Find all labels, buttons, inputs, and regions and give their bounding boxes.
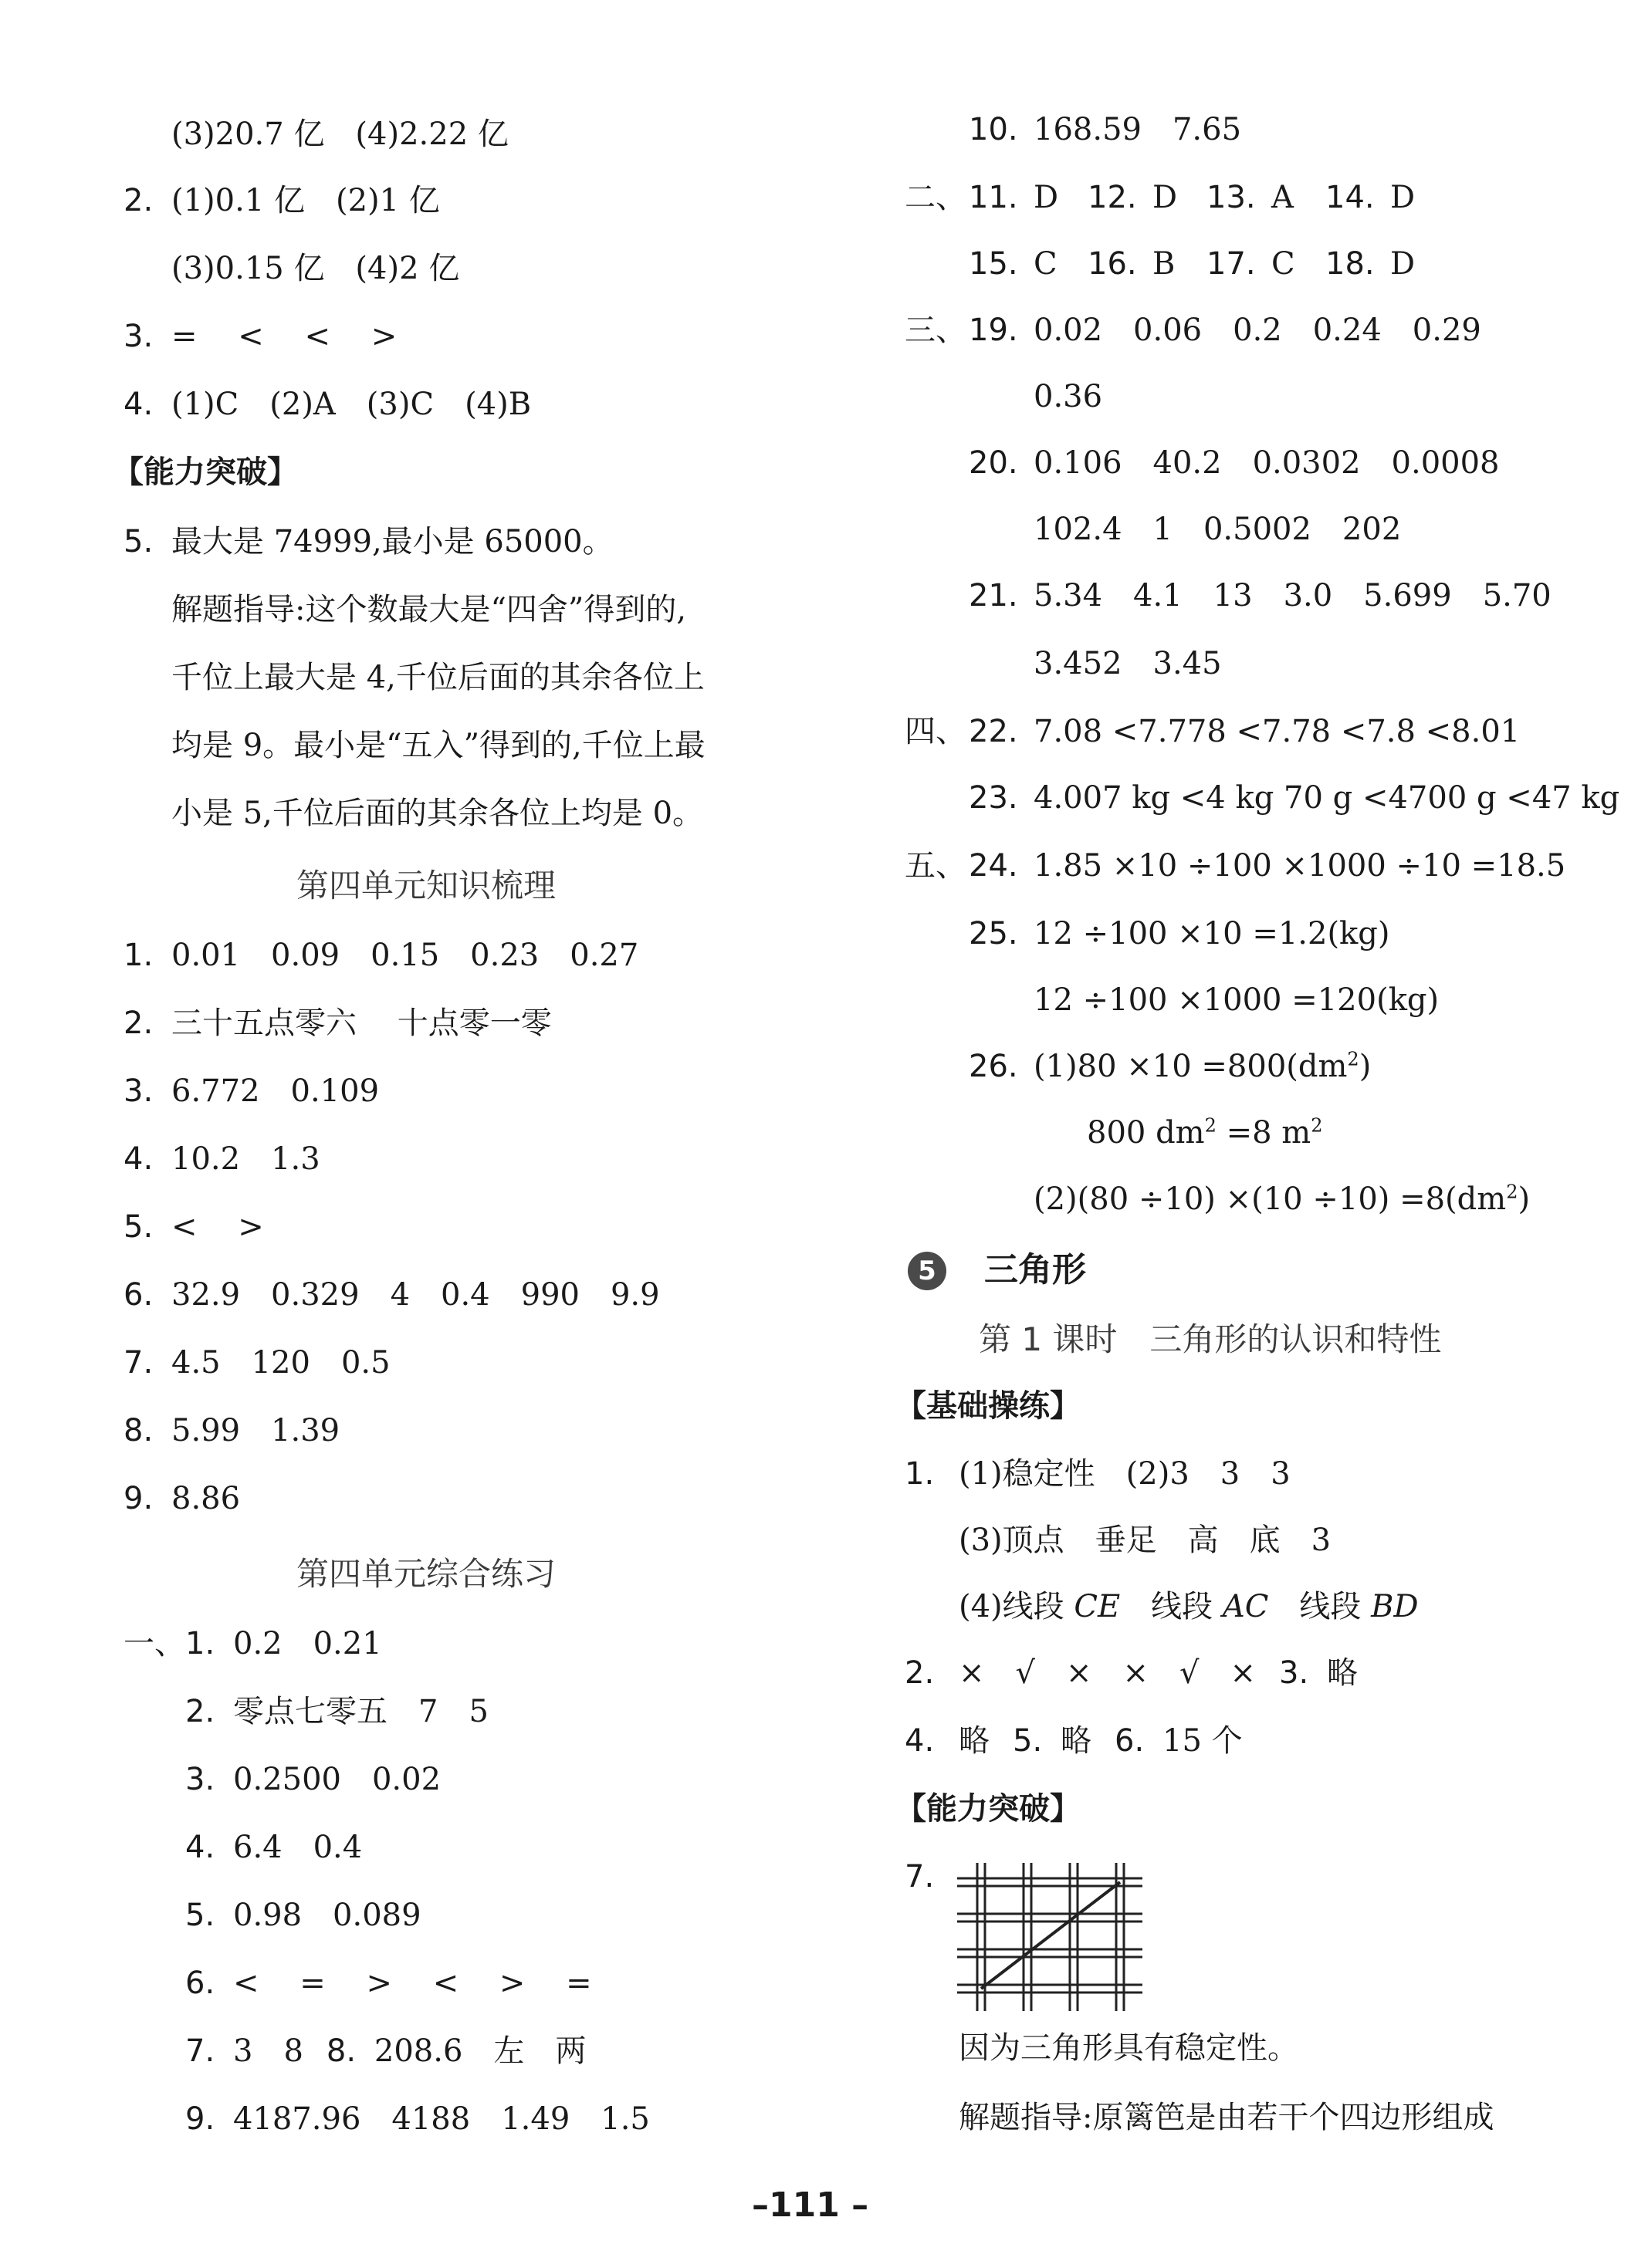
list-item (124, 1070, 379, 1113)
answer-line: 因为三角形具有稳定性。 (959, 2030, 1298, 2066)
answer-text: ) (1518, 1181, 1531, 1217)
question-number: 6. (1115, 1723, 1145, 1759)
answer-text: 略 (1061, 1723, 1091, 1759)
question-number: 7. (905, 1859, 935, 1895)
list-item (185, 1758, 441, 1801)
choice-letter: D (1390, 180, 1416, 215)
answer-line (905, 1651, 1358, 1695)
answer-text: 800 dm (1087, 1115, 1205, 1151)
question-number: 1. (905, 1456, 935, 1492)
question-number: 3. (124, 1073, 154, 1109)
answer-text: =8 m (1216, 1115, 1311, 1151)
list-item (124, 1002, 552, 1045)
answer-text: 1.85 ×10 ÷100 ×1000 ÷10 =18.5 (1034, 848, 1566, 884)
question-number: 18. (1325, 246, 1375, 282)
question-number: 4. (124, 387, 154, 422)
question-number: 26. (969, 1049, 1018, 1084)
choice-letter: D (1034, 180, 1059, 215)
question-number: 4. (124, 1141, 154, 1177)
answer-line (124, 315, 397, 358)
question-number: 1. (185, 1626, 215, 1661)
answer-text: 最大是 74999,最小是 65000。 (171, 524, 614, 559)
answer-line (969, 710, 1520, 753)
list-item (185, 2030, 586, 2073)
answer-text: (2)(80 ÷10) ×(10 ÷10) =8(dm (1034, 1181, 1507, 1217)
answer-line: 小是 5,千位后面的其余各位上均是 0。 (171, 796, 704, 831)
question-number: 5. (1013, 1723, 1043, 1759)
list-item (185, 1690, 489, 1733)
superscript: 2 (1506, 1181, 1518, 1203)
part-label: 一、 (124, 1626, 185, 1661)
question-number (905, 1855, 934, 1898)
answer-line (969, 776, 1619, 820)
page-number: –111 – (752, 2185, 869, 2225)
answer-line (969, 309, 1481, 352)
answer-text: 三十五点零六 十点零一零 (171, 1006, 552, 1041)
question-number: 10. (969, 112, 1018, 147)
answer-line (905, 1452, 1291, 1496)
list-item (124, 1341, 391, 1384)
section-label: 【基础操练】 (895, 1388, 1081, 1424)
answer-line (969, 1045, 1371, 1088)
list-item (124, 1137, 320, 1181)
answer-text: 4187.96 4188 1.49 1.5 (233, 2101, 650, 2137)
question-number: 9. (124, 1481, 154, 1516)
answer-text: = < < > (171, 319, 398, 354)
list-item (185, 1894, 421, 1937)
answer-text: 0.02 0.06 0.2 0.24 0.29 (1034, 313, 1481, 348)
part-label: 二、 (905, 180, 966, 215)
answer-line: (3)顶点 垂足 高 底 3 (959, 1523, 1332, 1558)
question-number: 13. (1206, 180, 1256, 215)
answer-text: 0.2 0.21 (233, 1626, 382, 1661)
answer-text: × √ × × √ × (959, 1655, 1257, 1691)
answer-line (905, 1719, 1243, 1763)
answer-text: 8.86 (171, 1481, 241, 1516)
choice-letter: A (1271, 180, 1294, 215)
answer-line: 均是 9。最小是“五入”得到的,千位上最 (171, 728, 706, 763)
answer-text: (1)0.1 亿 (2)1 亿 (171, 183, 440, 218)
answer-text: 线段 (1120, 1589, 1223, 1624)
question-number: 25. (969, 916, 1018, 951)
answer-line (1087, 1111, 1323, 1154)
answer-text: 32.9 0.329 4 0.4 990 9.9 (171, 1277, 660, 1313)
question-number: 5. (185, 1898, 215, 1933)
answer-text: 3 8 (233, 2033, 303, 2069)
answer-text: 10.2 1.3 (171, 1141, 320, 1177)
question-number: 3. (124, 319, 154, 354)
choice-letter: D (1152, 180, 1178, 215)
choice-letter: C (1034, 246, 1057, 282)
question-number: 5. (124, 524, 154, 559)
section-heading: 第四单元综合练习 (296, 1555, 557, 1593)
segment-label: AC (1222, 1589, 1269, 1624)
answer-text: 15 个 (1162, 1723, 1243, 1759)
list-item (185, 1826, 362, 1869)
lesson-title: 第 1 课时 三角形的认识和特性 (979, 1320, 1442, 1358)
answer-line: 102.4 1 0.5002 202 (1034, 512, 1402, 547)
question-number: 2. (124, 183, 154, 218)
answer-text: 168.59 7.65 (1034, 112, 1242, 147)
answer-line (969, 441, 1500, 485)
choice-answers (969, 176, 1444, 219)
answer-text: 7.08 <7.778 <7.78 <7.8 <8.01 (1034, 714, 1521, 749)
superscript: 2 (1204, 1114, 1217, 1137)
question-number: 16. (1088, 246, 1137, 282)
question-number: 8. (124, 1413, 154, 1448)
answer-text: 0.01 0.09 0.15 0.23 0.27 (171, 938, 639, 973)
question-number: 23. (969, 780, 1018, 816)
answer-line: 12 ÷100 ×1000 =120(kg) (1034, 982, 1440, 1018)
question-number: 9. (185, 2101, 215, 2137)
question-number: 24. (969, 848, 1018, 884)
answer-line: 千位上最大是 4,千位后面的其余各位上 (171, 660, 705, 695)
question-number: 3. (185, 1762, 215, 1797)
choice-answers (969, 242, 1444, 286)
answer-line: 3.452 3.45 (1034, 646, 1222, 681)
superscript: 2 (1347, 1048, 1359, 1070)
question-number: 2. (905, 1655, 935, 1691)
answer-text: 6.772 0.109 (171, 1073, 380, 1109)
answer-text: 4.5 120 0.5 (171, 1345, 391, 1381)
diagonal-brace (981, 1882, 1120, 1989)
answer-line (1034, 1178, 1530, 1221)
question-number: 3. (1279, 1655, 1309, 1691)
answer-line (124, 179, 440, 222)
question-number: 7. (124, 1345, 154, 1381)
answer-line: 解题指导:原篱笆是由若干个四边形组成 (959, 2100, 1494, 2135)
question-number: 17. (1206, 246, 1256, 282)
unit-title: 三角形 (984, 1250, 1086, 1289)
section-heading: 第四单元知识梳理 (296, 867, 557, 904)
answer-text: 5.99 1.39 (171, 1413, 340, 1448)
answer-line (969, 574, 1552, 617)
question-number: 15. (969, 246, 1018, 282)
question-number: 2. (124, 1006, 154, 1041)
question-number: 11. (969, 180, 1018, 215)
segment-label: BD (1371, 1589, 1419, 1624)
answer-text: 5.34 4.1 13 3.0 5.699 5.70 (1034, 578, 1552, 613)
list-item (185, 2097, 650, 2141)
question-number: 5. (124, 1209, 154, 1245)
list-item (124, 934, 638, 977)
answer-line: (3)0.15 亿 (4)2 亿 (171, 251, 460, 286)
answer-line: 解题指导:这个数最大是“四舍”得到的, (171, 592, 687, 627)
answer-text: 线段 (1268, 1589, 1372, 1624)
answer-line (124, 383, 531, 426)
question-number: 21. (969, 578, 1018, 613)
answer-text: 0.98 0.089 (233, 1898, 421, 1933)
question-number: 20. (969, 445, 1018, 481)
question-number: 1. (124, 938, 154, 973)
answer-text: < = > < > = (233, 1965, 592, 2001)
answer-text: 0.2500 0.02 (233, 1762, 442, 1797)
answer-line (124, 520, 614, 563)
answer-line: (3)20.7 亿 (4)2.22 亿 (171, 117, 509, 152)
answer-text: 略 (1327, 1655, 1359, 1691)
part-label: 五、 (905, 848, 966, 884)
choice-letter: C (1271, 246, 1295, 282)
list-item (124, 1477, 240, 1520)
answer-text: ) (1359, 1049, 1372, 1084)
answer-line (969, 844, 1565, 887)
part-label: 四、 (905, 714, 966, 749)
list-item (185, 1962, 592, 2005)
unit-number-badge: 5 (908, 1252, 946, 1290)
answer-text: (1)稳定性 (2)3 3 3 (959, 1456, 1291, 1492)
question-number: 8. (326, 2033, 357, 2069)
answer-text: 0.106 40.2 0.0302 0.0008 (1034, 445, 1500, 481)
answer-text: (1)80 ×10 =800(dm (1034, 1049, 1348, 1084)
choice-letter: D (1390, 246, 1416, 282)
segment-label: CE (1074, 1589, 1121, 1624)
question-number: 4. (905, 1723, 935, 1759)
answer-line (959, 1585, 1419, 1628)
answer-text: 零点七零五 7 5 (233, 1694, 489, 1729)
question-number: 2. (185, 1694, 215, 1729)
answer-text: 208.6 左 两 (374, 2033, 587, 2069)
answer-text: (1)C (2)A (3)C (4)B (171, 387, 532, 422)
answer-text: 12 ÷100 ×10 =1.2(kg) (1034, 916, 1390, 951)
choice-letter: B (1152, 246, 1176, 282)
question-number: 7. (185, 2033, 215, 2069)
answer-line: 0.36 (1034, 379, 1103, 414)
question-number: 6. (185, 1965, 215, 2001)
question-number: 6. (124, 1277, 154, 1313)
list-item (124, 1205, 264, 1249)
list-item (124, 1409, 340, 1452)
question-number: 4. (185, 1830, 215, 1865)
question-number: 14. (1325, 180, 1375, 215)
section-label: 【能力突破】 (113, 455, 298, 490)
list-item (185, 1622, 382, 1665)
section-label: 【能力突破】 (895, 1791, 1081, 1827)
answer-text: (4)线段 (959, 1589, 1074, 1624)
question-number: 19. (969, 313, 1018, 348)
answer-text: 4.007 kg <4 kg 70 g <4700 g <47 kg (1034, 780, 1620, 816)
list-item (124, 1273, 660, 1317)
answer-text: < > (171, 1209, 264, 1245)
answer-text: 略 (959, 1723, 990, 1759)
question-number: 22. (969, 714, 1018, 749)
fence-diagram (949, 1860, 1150, 2014)
answer-line (969, 108, 1241, 151)
question-number: 12. (1088, 180, 1137, 215)
answer-text: 6.4 0.4 (233, 1830, 363, 1865)
part-label: 三、 (905, 313, 966, 348)
superscript: 2 (1311, 1114, 1323, 1137)
answer-line (969, 912, 1390, 955)
